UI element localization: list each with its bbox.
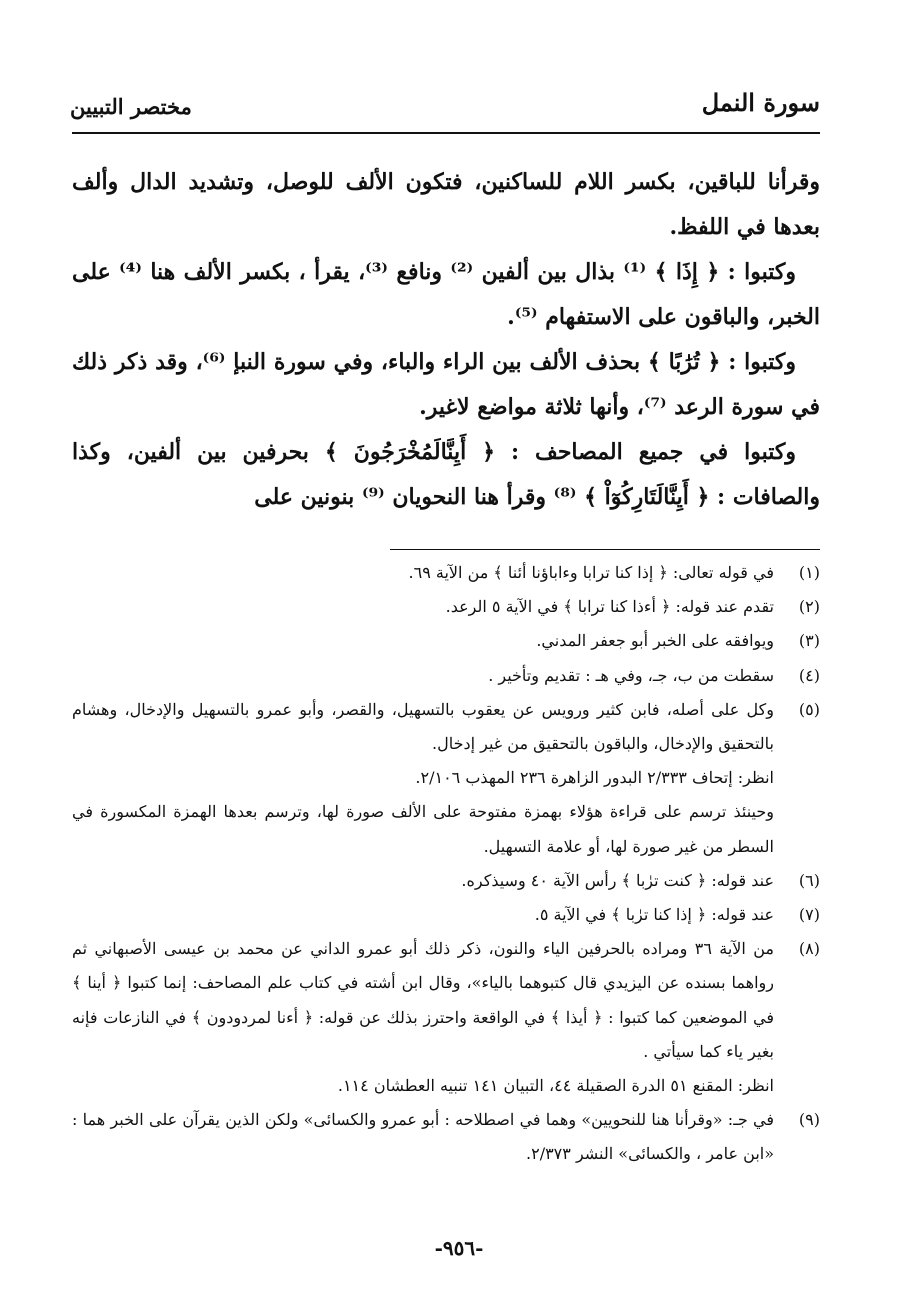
main-paragraph: وكتبوا : ﴿ تُرَٰبًا ﴾ بحذف الألف بين الراء والباء، وفي سورة النبإ ⁽⁶⁾، وقد ذكر ذلك في سورة الرعد ⁽⁷⁾، وأنها ثلاثة مواضع لاغير. — [72, 349, 820, 420]
page-number: -٩٥٦- — [434, 1236, 484, 1260]
footnote-text: في جـ: «وقرأنا هنا للنحويين» وهما في اصطلاحه : أبو عمرو والكسائى» ولكن الذين يقرآن على الخبر هما : «ابن عامر ، والكسائى» النشر ٢/٣٧٣. — [72, 1110, 774, 1164]
footnote-number: (٤) — [798, 665, 820, 685]
footnote — [72, 693, 820, 864]
footnote-text: وكل على أصله، فابن كثير ورويس عن يعقوب بالتسهيل، والقصر، وأبو عمرو بالتسهيل والإدخال، وهشام بالتحقيق والإدخال، والباقون بالتحقيق من غير إدخال. — [72, 699, 774, 754]
book-title: مختصر التبيين — [70, 94, 192, 119]
footnote-text: انظر: إتحاف ٢/٣٣٣ البدور الزاهرة ٢٣٦ المهذب ٢/١٠٦. — [415, 768, 774, 788]
footnote-text: تقدم عند قوله: ﴿ أءذا كنا ترابا ﴾ في الآية ٥ الرعد. — [445, 597, 774, 617]
footnote-number: (٣) — [798, 631, 820, 651]
footnote-text: في قوله تعالى: ﴿ إذا كنا ترابا وءاباؤنا أئنا ﴾ من الآية ٦٩. — [408, 563, 774, 582]
footnote — [72, 1103, 820, 1171]
footnote-text: من الآية ٣٦ ومراده بالحرفين الياء والنون، ذكر ذلك أبو عمرو الداني عن محمد بن عيسى الأصبهاني ثم رواهما بسنده عن اليزيدي قال كتبوهما بالياء»، وقال ابن أشته في كتاب علم المصاحف: إنما كتبوا ﴿ أينا ﴾ في الموضعين كما كتبوا : ﴿ أيذا ﴾ في الواقعة واحترز بذلك عن قوله: ﴿ أءنا لمردودون ﴾ في النازعات فإنه بغير ياء كما سيأتي . — [72, 939, 774, 1061]
footnote-text: ويوافقه على الخبر أبو جعفر المدني. — [536, 631, 774, 651]
footnote-text: عند قوله: ﴿ إذا كنا ترٰبا ﴾ في الآية ٥. — [534, 905, 774, 925]
footnote-number: (٦) — [798, 870, 820, 890]
footnote-text: وحينئذ ترسم على قراءة هؤلاء بهمزة مفتوحة على الألف صورة لها، وترسم بعدها الهمزة المكسورة في السطر من غير صورة لها، أو علامة التسهيل. — [72, 802, 775, 856]
main-paragraph: وكتبوا : ﴿ إِذَا ﴾ ⁽¹⁾ بذال بين ألفين ⁽²⁾ ونافع ⁽³⁾، يقرأ ، بكسر الألف هنا ⁽⁴⁾ على الخبر، والباقون على الاستفهام ⁽⁵⁾. — [72, 259, 820, 330]
main-text — [72, 160, 820, 520]
main-paragraph: وقرأنا للباقين، بكسر اللام للساكنين، فتكون الألف للوصل، وتشديد الدال وألف بعدها في اللفظ. — [72, 169, 820, 240]
footnote — [72, 590, 820, 624]
footnote — [72, 556, 820, 590]
footnote — [72, 659, 820, 693]
footnote — [72, 898, 820, 932]
main-paragraph: وكتبوا في جميع المصاحف : ﴿ أَيِنَّالَمُخْرَجُونَ ﴾ بحرفين بين ألفين، وكذا والصافات : ﴿ أَيِنَّالَتَارِكُوٓاْ ﴾ ⁽⁸⁾ وقرأ هنا النحويان ⁽⁹⁾ بنونين على — [72, 439, 820, 510]
header-rule — [72, 132, 820, 134]
footnote-number: (٧) — [798, 905, 820, 925]
footnote-text: عند قوله: ﴿ كنت ترٰبا ﴾ رأس الآية ٤٠ وسيذكره. — [461, 870, 774, 890]
footnote-text: انظر: المقنع ٥١ الدرة الصقيلة ٤٤، التبيان ١٤١ تنبيه العطشان ١١٤. — [337, 1076, 774, 1096]
footnote-number: (٩) — [798, 1110, 820, 1130]
footnote — [72, 932, 820, 1103]
surah-title: سورة النمل — [701, 88, 820, 117]
footnote-number: (١) — [798, 563, 820, 582]
footnote — [72, 624, 820, 658]
footnote-number: (٥) — [798, 699, 820, 719]
footnote-number: (٨) — [798, 939, 820, 959]
footnote-text: سقطت من ب، جـ، وفي هـ : تقديم وتأخير . — [488, 665, 774, 685]
footnotes — [72, 556, 820, 1172]
footnote-number: (٢) — [798, 597, 820, 617]
footnote-separator — [390, 549, 820, 550]
footnote — [72, 864, 820, 898]
